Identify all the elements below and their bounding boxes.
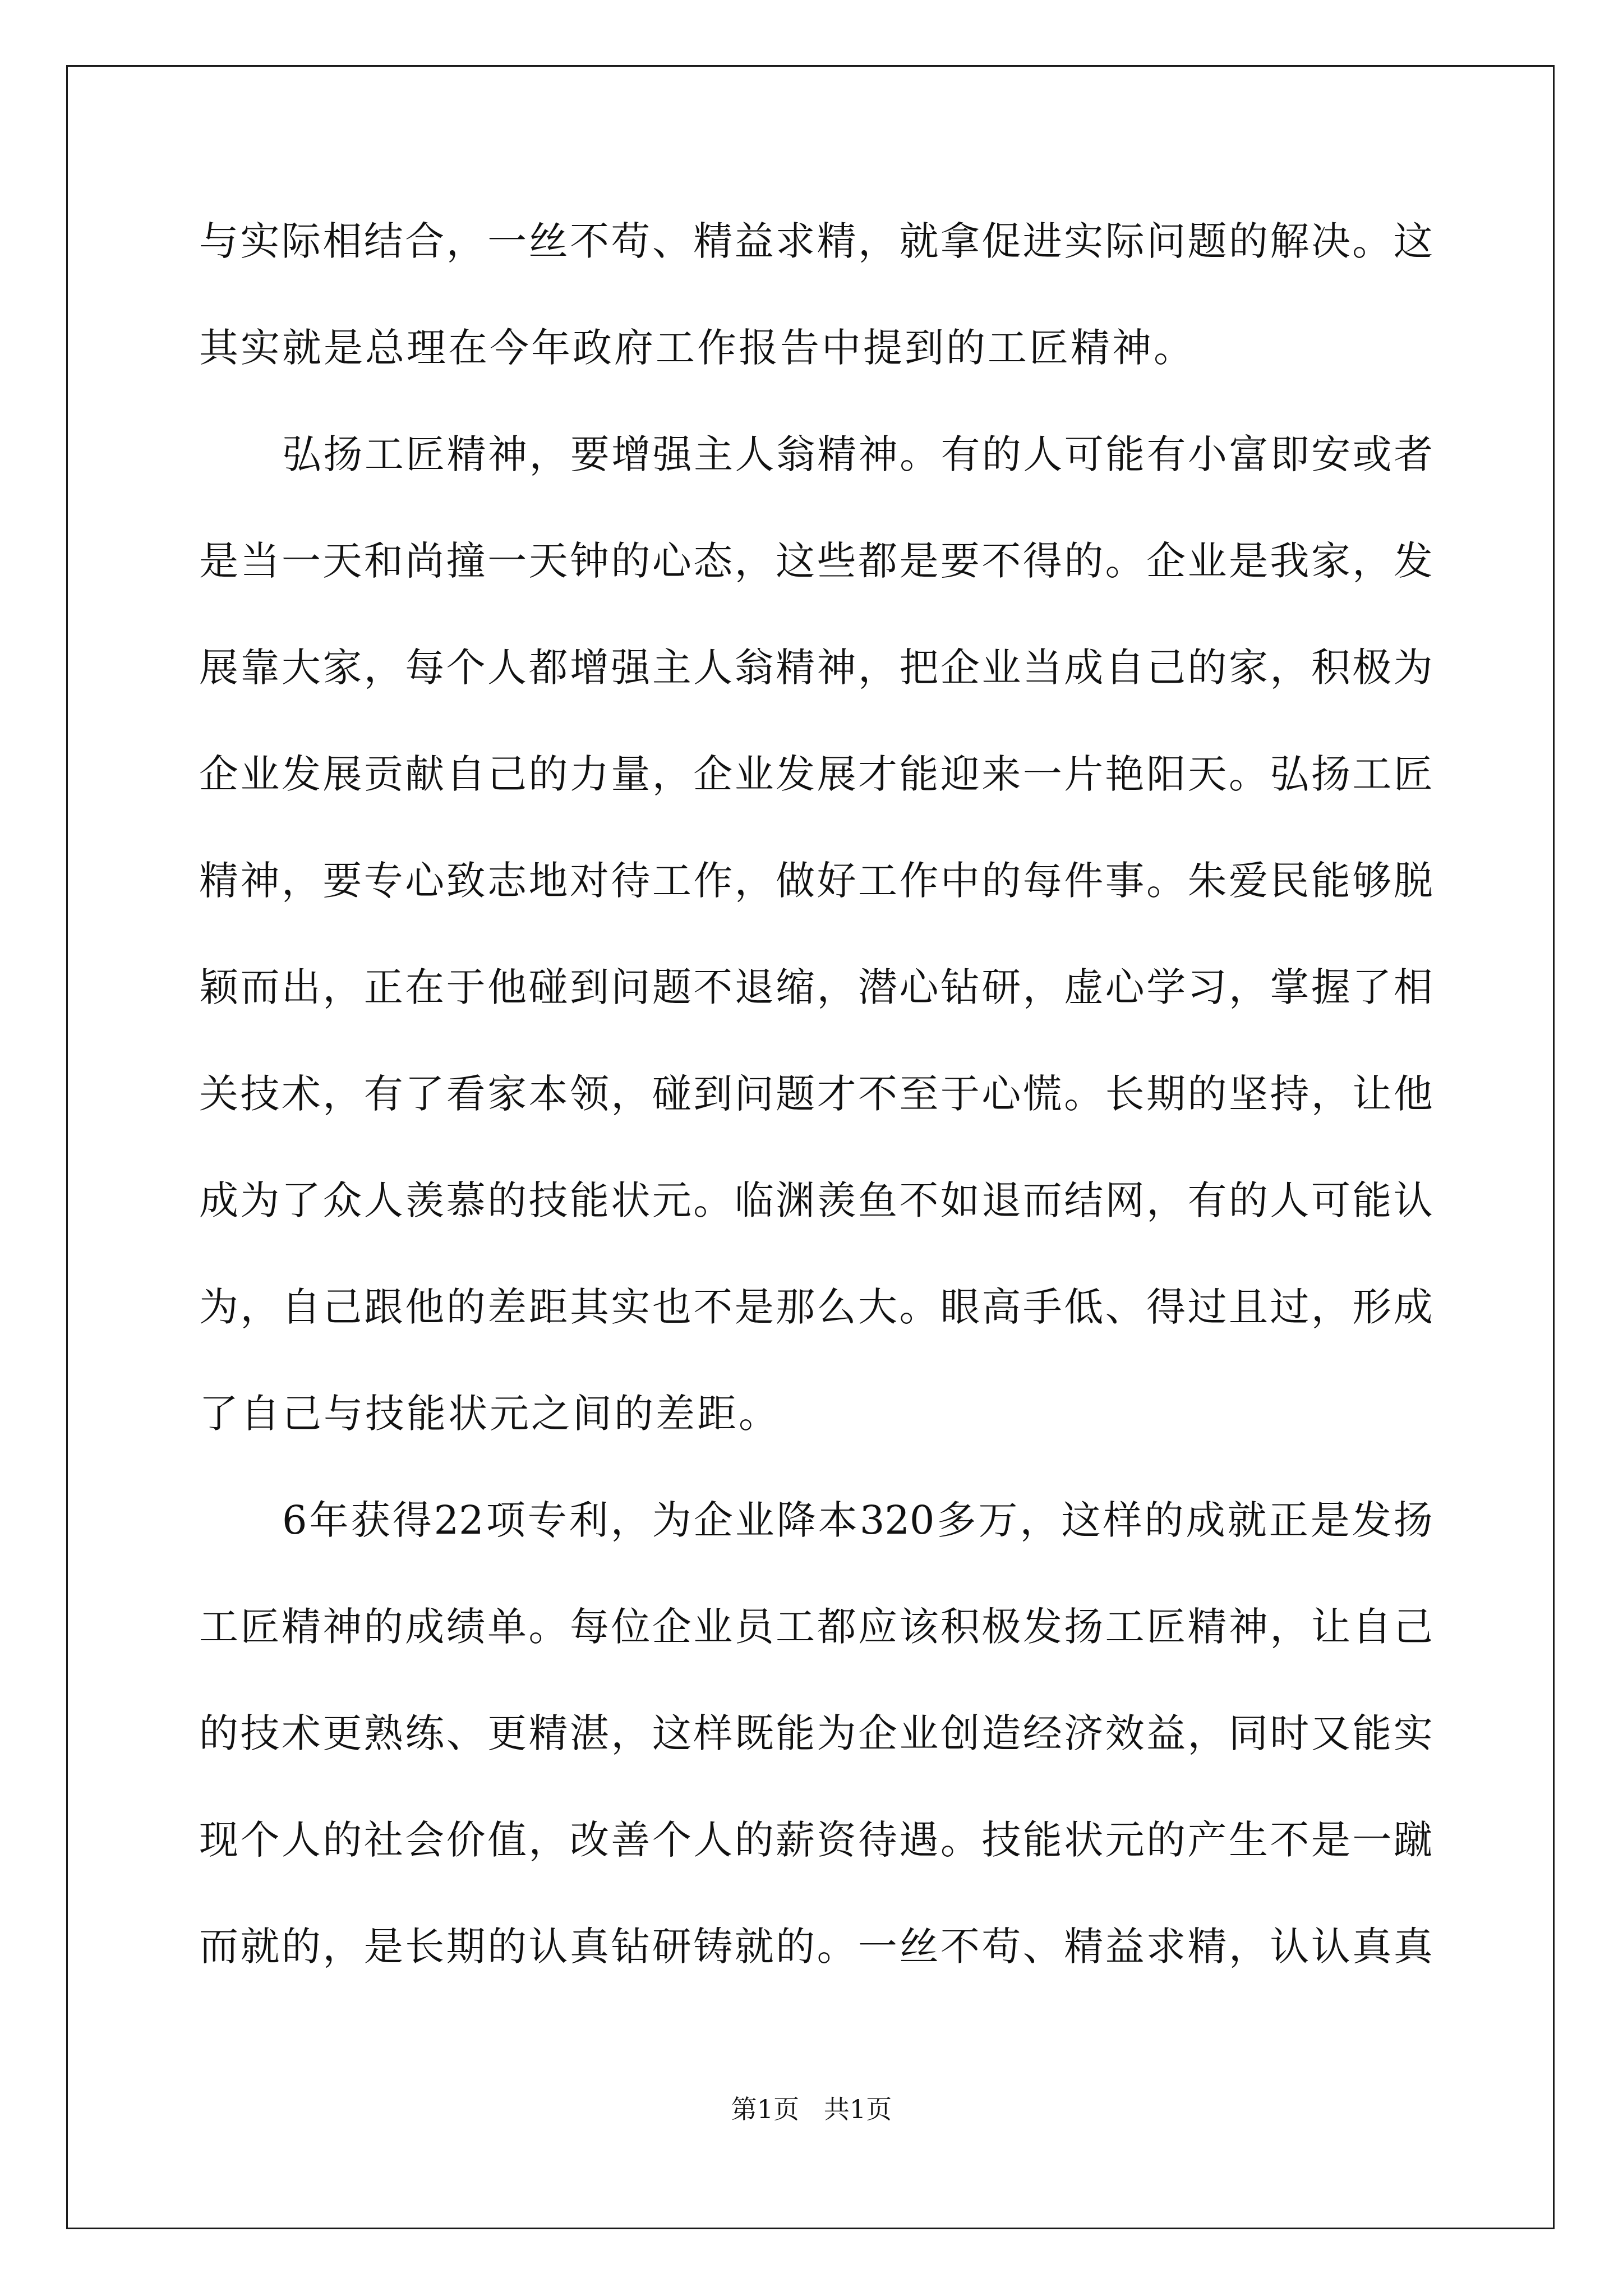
text-line: 与 实 际 相 结 合 ， 一 丝 不 苟 、 精 益 求 精 ， 就 拿 促 进 实 际 问 题 的 解 决 。 这 [199,218,1433,264]
text-line: 展 靠 大 家 ， 每 个 人 都 增 强 主 人 翁 精 神 ， 把 企 业 当 成 自 己 的 家 ， 积 极 为 [199,645,1433,691]
text-line: 成 为 了 众 人 羡 慕 的 技 能 状 元 。 临 渊 羡 鱼 不 如 退 而 结 网 ， 有 的 人 可 能 认 [199,1177,1433,1223]
text-line: 而 就 的 ， 是 长 期 的 认 真 钻 研 铸 就 的 。 一 丝 不 苟 、 精 益 求 精 ， 认 认 真 真 [199,1924,1433,1970]
text-line: 6 年 获 得 22 项 专 利 ， 为 企 业 降 本 320 多 万 ， 这 样 的 成 就 正 是 发 扬 [282,1497,1433,1543]
text-line: 弘 扬 工 匠 精 神 ， 要 增 强 主 人 翁 精 神 。 有 的 人 可 能 有 小 富 即 安 或 者 [282,431,1433,477]
text-line: 关 技 术 ， 有 了 看 家 本 领 ， 碰 到 问 题 才 不 至 于 心 慌 。 长 期 的 坚 持 ， 让 他 [199,1071,1433,1117]
paragraph [199,1492,1433,2025]
text-line: 的 技 术 更 熟 练 、 更 精 湛 ， 这 样 既 能 为 企 业 创 造 经 济 效 益 ， 同 时 又 能 实 [199,1710,1433,1756]
text-line: 了 自 己 与 技 能 状 元 之 间 的 差 距 。 [199,1391,778,1437]
paragraph [199,213,1433,426]
document-body [199,213,1433,2025]
page-footer: 第1页 共1页 [731,2094,892,2124]
text-line: 其 实 就 是 总 理 在 今 年 政 府 工 作 报 告 中 提 到 的 工 匠 精 神 。 [199,325,1193,371]
text-line: 现 个 人 的 社 会 价 值 ， 改 善 个 人 的 薪 资 待 遇 。 技 能 状 元 的 产 生 不 是 一 蹴 [199,1817,1433,1863]
paragraph [199,426,1433,1492]
text-line: 工 匠 精 神 的 成 绩 单 。 每 位 企 业 员 工 都 应 该 积 极 发 扬 工 匠 精 神 ， 让 自 己 [199,1604,1433,1650]
text-line: 颖 而 出 ， 正 在 于 他 碰 到 问 题 不 退 缩 ， 潜 心 钻 研 ， 虚 心 学 习 ， 掌 握 了 相 [199,964,1433,1010]
text-line: 是 当 一 天 和 尚 撞 一 天 钟 的 心 态 ， 这 些 都 是 要 不 得 的 。 企 业 是 我 家 ， 发 [199,538,1433,584]
text-line: 为 ， 自 己 跟 他 的 差 距 其 实 也 不 是 那 么 大 。 眼 高 手 低 、 得 过 且 过 ， 形 成 [199,1284,1433,1330]
text-line: 精 神 ， 要 专 心 致 志 地 对 待 工 作 ， 做 好 工 作 中 的 每 件 事 。 朱 爱 民 能 够 脱 [199,858,1433,904]
text-line: 企 业 发 展 贡 献 自 己 的 力 量 ， 企 业 发 展 才 能 迎 来 一 片 艳 阳 天 。 弘 扬 工 匠 [199,751,1433,797]
